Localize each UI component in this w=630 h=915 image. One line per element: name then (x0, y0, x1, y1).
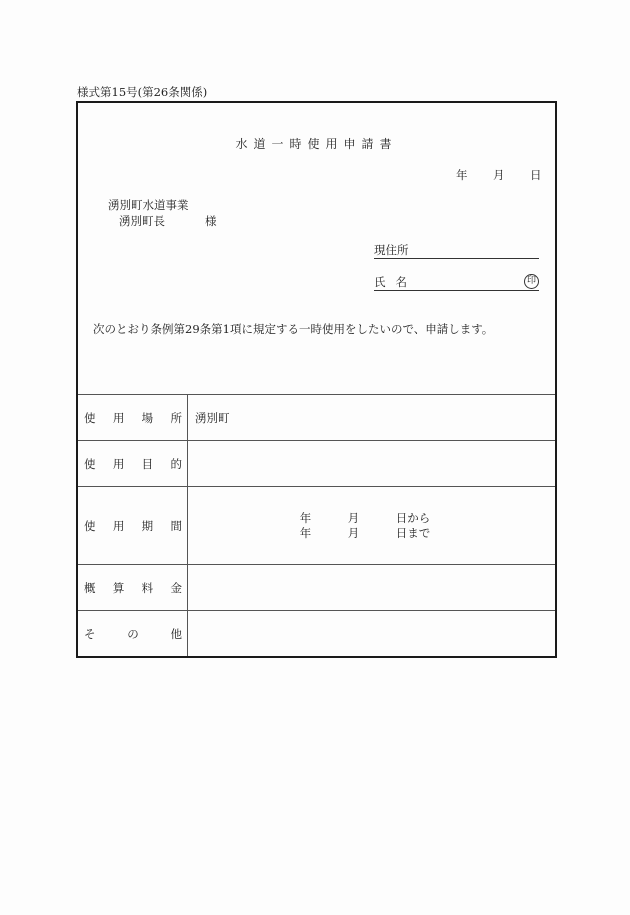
table-row-other (78, 611, 555, 656)
period-to (300, 526, 431, 541)
period-to-year: 年 (299, 525, 312, 540)
label-char: 期 (141, 518, 154, 533)
row-label-location (78, 395, 188, 440)
addressee-organization: 湧別町水道事業 (108, 198, 189, 212)
period-from-year: 年 (299, 510, 312, 525)
date-day-label: 日 (530, 168, 542, 182)
application-date (456, 167, 542, 183)
label-char: 概 (84, 580, 96, 595)
label-char: 間 (170, 518, 182, 533)
label-char: 料 (141, 580, 154, 595)
period-from (300, 511, 431, 526)
label-char: 的 (170, 456, 182, 471)
application-statement: 次のとおり条例第29条第1項に規定する一時使用をしたいので、申請します。 (93, 322, 494, 336)
row-label-estimated-fee (78, 565, 188, 610)
label-char: 場 (141, 410, 154, 425)
applicant-address-label: 現住所 (374, 243, 409, 257)
other-value-field[interactable] (188, 611, 555, 656)
label-char: 他 (170, 626, 182, 641)
purpose-value-field[interactable] (188, 441, 555, 486)
row-label-period (78, 487, 188, 564)
table-row-period (78, 487, 555, 565)
table-row-location (78, 395, 555, 441)
date-month-label: 月 (493, 168, 505, 182)
table-row-purpose (78, 441, 555, 487)
label-char: そ (84, 626, 96, 641)
form-number: 様式第15号(第26条関係) (77, 85, 208, 99)
label-char: 用 (112, 456, 125, 471)
row-label-other (78, 611, 188, 656)
location-value-field[interactable] (188, 395, 555, 440)
table-row-estimated-fee (78, 565, 555, 611)
label-char: の (127, 626, 139, 641)
period-to-month: 月 (347, 525, 360, 540)
addressee-title (119, 213, 217, 229)
application-form (76, 101, 557, 658)
label-char: 用 (112, 518, 125, 533)
estimated-fee-value-field[interactable] (188, 565, 555, 610)
label-char: 所 (170, 410, 182, 425)
applicant-address-field[interactable] (374, 242, 539, 259)
label-char: 算 (112, 580, 125, 595)
label-char: 使 (84, 456, 96, 471)
addressee-honorific: 様 (205, 214, 217, 228)
location-value: 湧別町 (195, 410, 230, 425)
usage-period (195, 511, 555, 541)
label-char: 使 (84, 518, 96, 533)
period-from-day: 日から (395, 510, 431, 525)
seal-icon: 印 (524, 274, 539, 289)
form-title: 水道一時使用申請書 (235, 137, 398, 151)
row-label-purpose (78, 441, 188, 486)
label-char: 使 (84, 410, 96, 425)
applicant-name-field[interactable] (374, 274, 539, 291)
applicant-name-label: 氏名 (374, 275, 417, 289)
details-table (78, 394, 555, 656)
label-char: 用 (112, 410, 125, 425)
label-char: 金 (170, 580, 182, 595)
period-from-month: 月 (347, 510, 360, 525)
label-char: 目 (141, 456, 154, 471)
period-to-day: 日まで (395, 525, 431, 540)
date-year-label: 年 (456, 168, 468, 182)
period-value-field[interactable] (188, 487, 555, 564)
addressee-position: 湧別町長 (119, 214, 165, 228)
